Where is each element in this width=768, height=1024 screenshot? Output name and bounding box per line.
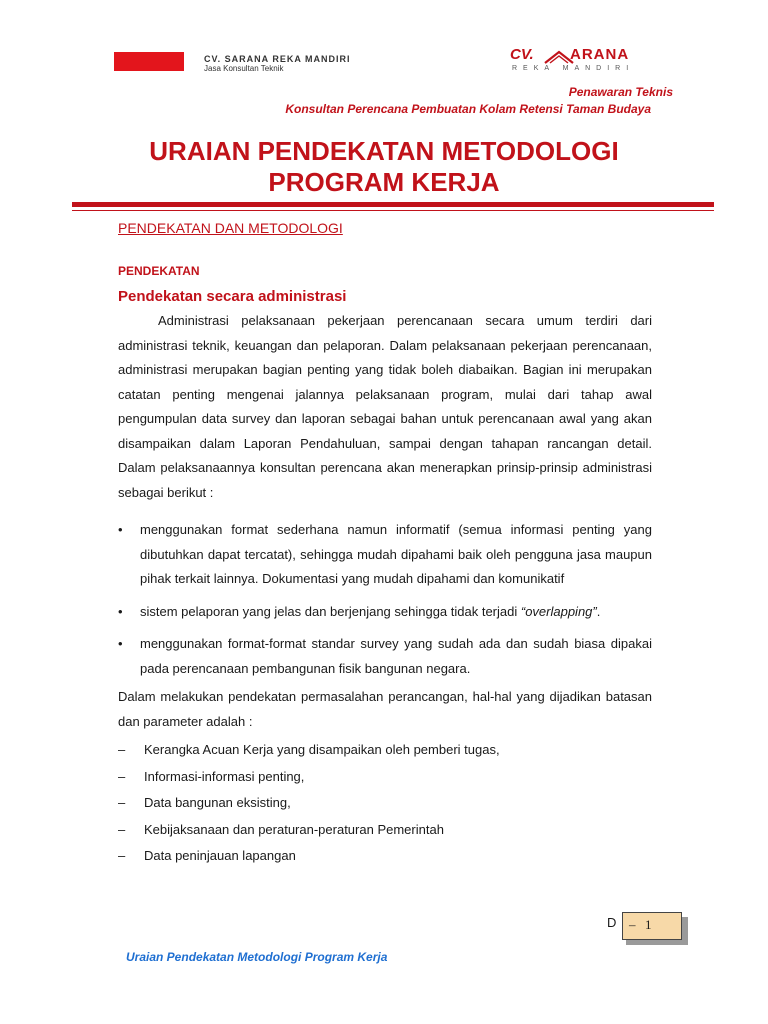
dash-list: [118, 737, 652, 870]
header-red-bar: [114, 52, 184, 71]
list-item: [118, 817, 652, 844]
title-divider-thin: [72, 210, 714, 211]
list-item: [118, 790, 652, 817]
page-number-value: 1: [645, 917, 652, 932]
dash-icon: –: [118, 821, 126, 837]
dash-icon: –: [118, 795, 126, 810]
list-item: [118, 600, 652, 625]
list-item-text: sistem pelaporan yang jelas dan berjenjang sehingga tidak terjadi: [140, 603, 521, 619]
page-section-letter: D: [607, 915, 617, 930]
subsection-heading: PENDEKATAN: [118, 264, 200, 278]
project-title: Konsultan Perencana Pembuatan Kolam Retensi Taman Budaya: [285, 102, 651, 116]
list-item-text: Informasi-informasi penting,: [144, 768, 305, 784]
list-item-text: Data peninjauan lapangan: [144, 848, 296, 863]
bullet-icon: •: [118, 603, 123, 619]
company-logo: [510, 46, 656, 76]
logo-subtitle: REKA MANDIRI: [512, 65, 635, 72]
body-paragraph-2: Dalam melakukan pendekatan permasalahan perancangan, hal-hal yang dijadikan batasan dan parameter adalah :: [118, 689, 652, 729]
company-subtitle: Jasa Konsultan Teknik: [204, 64, 284, 73]
list-item-text: menggunakan format sederhana namun informatif (semua informasi penting yang dibutuhkan dapat tercatat), sehingga mudah dipahami baik oleh pengguna jasa maupun pihak terkait lainnya. Dokumentasi yang mudah dipahami dan komunikatif: [140, 522, 652, 586]
company-name: CV. SARANA REKA MANDIRI: [204, 54, 351, 64]
page-title: [114, 136, 654, 198]
list-item: [118, 843, 652, 870]
body-paragraph-1: Administrasi pelaksanaan pekerjaan perencanaan secara umum terdiri dari administrasi teknik, keuangan dan pelaporan. Dalam pelaksanaan pekerjaan perencanaan, administrasi merupakan bagian penting yang tidak boleh diabaikan. Bagian ini merupakan catatan penting mengenai jalannya pelaksanaan program, mulai dari tahap awal pengumpulan data survey dan laporan sebagai bahan untuk perencanaan awal yang akan disampaikan dalam Laporan Pendahuluan, sampai dengan tahapan rancangan detail. Dalam pelaksanaannya konsultan perencana akan menerapkan prinsip-prinsip administrasi sebagai berikut :: [118, 313, 652, 500]
bullet-icon: •: [118, 636, 123, 651]
list-item: [118, 737, 652, 764]
list-item-text: menggunakan format-format standar survey yang sudah ada dan sudah biasa dipakai pada perencanaan pembangunan fisik bangunan negara.: [140, 636, 652, 676]
page-dash: –: [629, 917, 636, 932]
footer-title: Uraian Pendekatan Metodologi Program Kerja: [126, 950, 388, 964]
list-item: [118, 632, 652, 681]
subsubsection-heading: Pendekatan secara administrasi: [118, 288, 347, 305]
list-item-emphasis: “overlapping”: [520, 603, 597, 619]
list-item-text: Kebijaksanaan dan peraturan-peraturan Pemerintah: [144, 821, 444, 837]
dash-icon: –: [118, 848, 126, 863]
bullet-list: [118, 518, 652, 689]
section-heading: PENDEKATAN DAN METODOLOGI: [118, 220, 343, 236]
page-number-box: [622, 912, 682, 940]
list-item: [118, 518, 652, 592]
doc-type: Penawaran Teknis: [568, 85, 673, 99]
logo-name: ARANA: [570, 46, 630, 63]
dash-icon: –: [118, 742, 126, 757]
list-item-text: Data bangunan eksisting,: [144, 795, 291, 810]
dash-icon: –: [118, 768, 126, 784]
title-divider-thick: [72, 202, 714, 207]
bullet-icon: •: [118, 522, 123, 537]
logo-cv: CV.: [510, 46, 534, 63]
page-title-line1: URAIAN PENDEKATAN METODOLOGI: [149, 136, 619, 166]
header-company: [204, 54, 404, 73]
page-title-line2: PROGRAM KERJA: [268, 167, 500, 197]
list-item: [118, 764, 652, 791]
list-item-text: Kerangka Acuan Kerja yang disampaikan oleh pemberi tugas,: [144, 742, 500, 757]
list-item-suffix: .: [596, 603, 601, 619]
